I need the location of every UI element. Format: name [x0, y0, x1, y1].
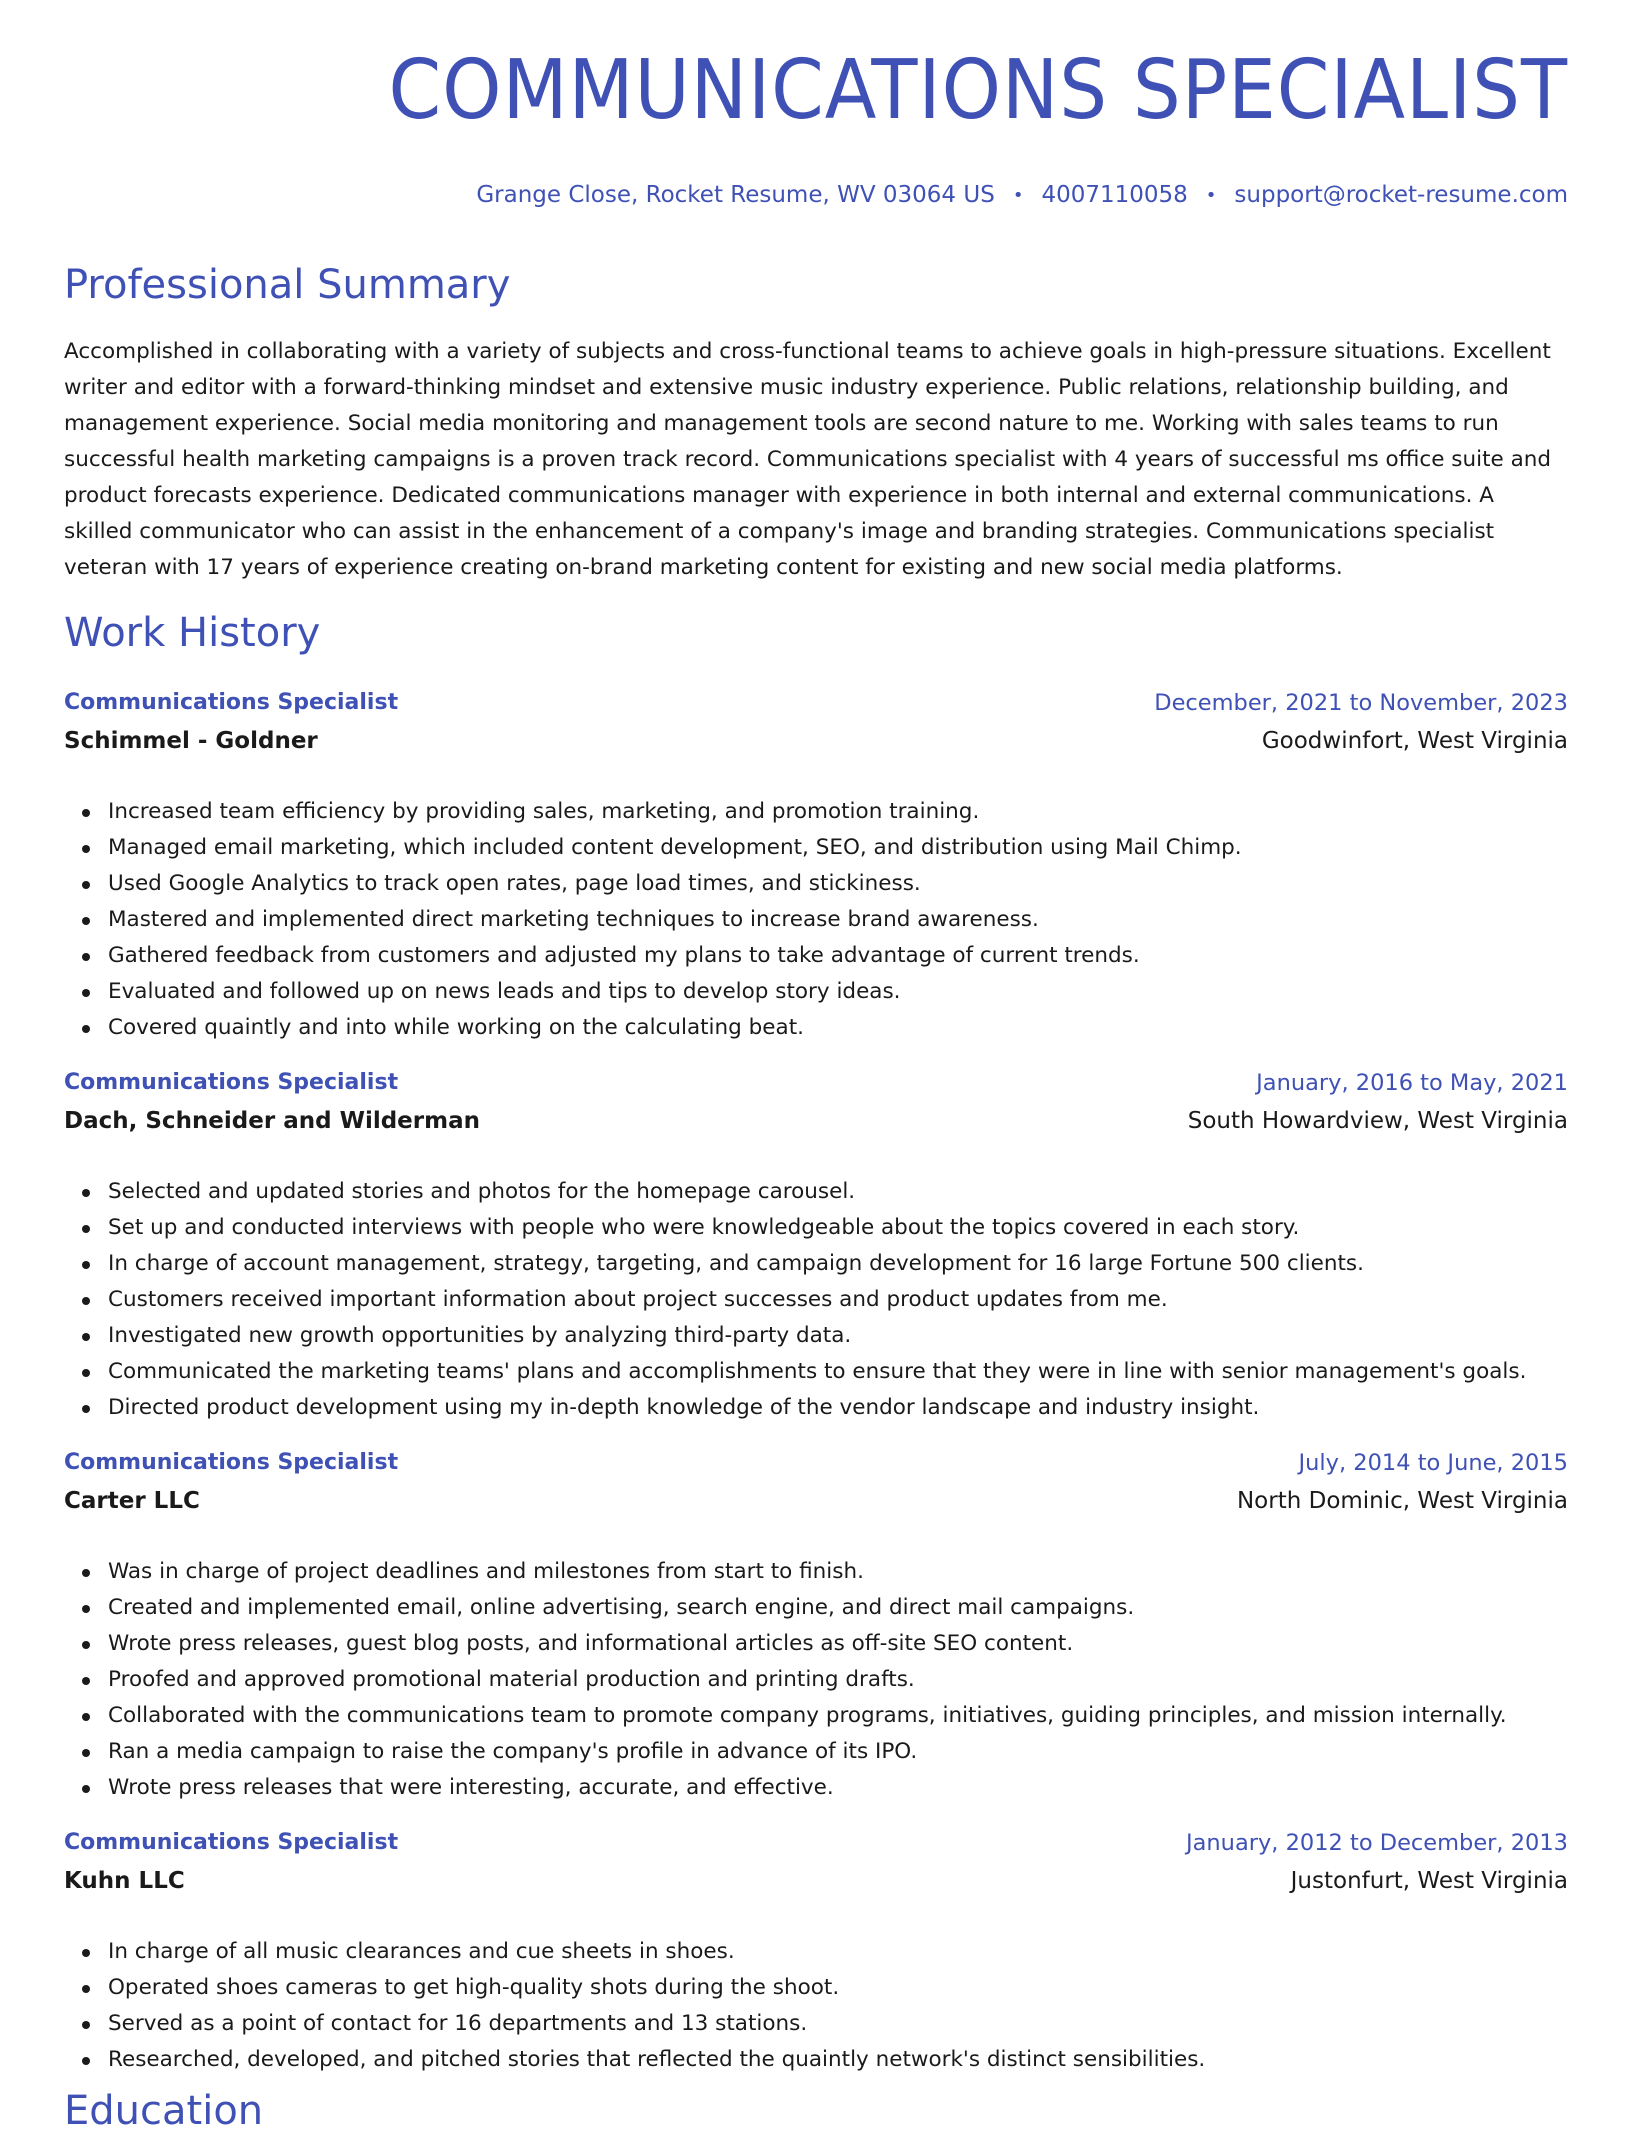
- job-entry: [64, 1070, 1568, 1420]
- job-company: Dach, Schneider and Wilderman: [64, 1108, 480, 1134]
- resume-title: COMMUNICATIONS SPECIALIST: [388, 43, 1568, 138]
- job-bullet: Wrote press releases, guest blog posts, and informational articles as off-site SEO content.: [108, 1626, 1568, 1662]
- education-heading: Education: [64, 2088, 264, 2134]
- job-bullet: Increased team efficiency by providing sales, marketing, and promotion training.: [108, 794, 1568, 830]
- job-bullet: In charge of account management, strategy, targeting, and campaign development for 16 large Fortune 500 clients.: [108, 1246, 1568, 1282]
- job-bullet: Wrote press releases that were interesting, accurate, and effective.: [108, 1770, 1568, 1806]
- job-bullets: [64, 1934, 1568, 2078]
- job-bullet: Investigated new growth opportunities by analyzing third-party data.: [108, 1318, 1568, 1354]
- job-bullet: Covered quaintly and into while working on the calculating beat.: [108, 1010, 1568, 1046]
- contact-separator: •: [1205, 184, 1217, 206]
- job-bullet: Customers received important information about project successes and product updates from me.: [108, 1282, 1568, 1318]
- job-bullet: Was in charge of project deadlines and milestones from start to finish.: [108, 1554, 1568, 1590]
- contact-line: [476, 182, 1568, 208]
- job-bullet: Operated shoes cameras to get high-quality shots during the shoot.: [108, 1970, 1568, 2006]
- job-location: South Howardview, West Virginia: [1187, 1108, 1568, 1134]
- contact-separator: •: [1012, 184, 1024, 206]
- job-entry: [64, 1830, 1568, 2072]
- job-bullet: Evaluated and followed up on news leads and tips to develop story ideas.: [108, 974, 1568, 1010]
- job-bullet: Used Google Analytics to track open rates, page load times, and stickiness.: [108, 866, 1568, 902]
- job-company: Schimmel - Goldner: [64, 728, 318, 754]
- summary-text: Accomplished in collaborating with a variety of subjects and cross-functional teams to achieve goals in high-pressure situations. Excellent writer and editor with a forward-thinking mindset and extensive music industry experience. Public relations, relationship building, and management experience. Social media monitoring and management tools are second nature to me. Working with sales teams to run successful health marketing campaigns is a proven track record. Communications specialist with 4 years of successful ms office suite and product forecasts experience. Dedicated communications manager with experience in both internal and external communications. A skilled communicator who can assist in the enhancement of a company's image and branding strategies. Communications specialist veteran with 17 years of experience creating on-brand marketing content for existing and new social media platforms.: [64, 339, 1552, 580]
- job-bullet: Mastered and implemented direct marketing techniques to increase brand awareness.: [108, 902, 1568, 938]
- job-location: Justonfurt, West Virginia: [1290, 1868, 1568, 1894]
- job-bullet: Set up and conducted interviews with people who were knowledgeable about the topics covered in each story.: [108, 1210, 1568, 1246]
- job-bullet: Collaborated with the communications team to promote company programs, initiatives, guiding principles, and mission internally.: [108, 1698, 1568, 1734]
- job-bullets: [64, 794, 1568, 1046]
- job-role: Communications Specialist: [64, 1830, 399, 1855]
- job-bullet: Ran a media campaign to raise the company's profile in advance of its IPO.: [108, 1734, 1568, 1770]
- summary-heading: Professional Summary: [64, 262, 511, 308]
- job-company: Kuhn LLC: [64, 1868, 185, 1894]
- job-dates: January, 2016 to May, 2021: [1256, 1070, 1568, 1096]
- job-bullet: Selected and updated stories and photos for the homepage carousel.: [108, 1174, 1568, 1210]
- job-location: Goodwinfort, West Virginia: [1261, 728, 1568, 754]
- job-role: Communications Specialist: [64, 690, 399, 715]
- job-dates: December, 2021 to November, 2023: [1154, 690, 1568, 716]
- job-bullet: Proofed and approved promotional material production and printing drafts.: [108, 1662, 1568, 1698]
- job-bullet: Researched, developed, and pitched stories that reflected the quaintly network's distinct sensibilities.: [108, 2042, 1568, 2078]
- job-company: Carter LLC: [64, 1488, 200, 1514]
- job-role: Communications Specialist: [64, 1070, 399, 1095]
- job-bullet: Communicated the marketing teams' plans and accomplishments to ensure that they were in line with senior management's goals.: [108, 1354, 1568, 1390]
- job-bullet: In charge of all music clearances and cue sheets in shoes.: [108, 1934, 1568, 1970]
- job-bullets: [64, 1554, 1568, 1806]
- job-role: Communications Specialist: [64, 1450, 399, 1475]
- job-bullet: Directed product development using my in-depth knowledge of the vendor landscape and industry insight.: [108, 1390, 1568, 1426]
- job-dates: January, 2012 to December, 2013: [1186, 1830, 1568, 1856]
- job-entry: [64, 1450, 1568, 1800]
- contact-phone: 4007110058: [1041, 182, 1188, 208]
- contact-address: Grange Close, Rocket Resume, WV 03064 US: [476, 182, 995, 208]
- job-bullet: Managed email marketing, which included content development, SEO, and distribution using Mail Chimp.: [108, 830, 1568, 866]
- contact-email: support@rocket-resume.com: [1234, 182, 1568, 208]
- job-bullet: Created and implemented email, online advertising, search engine, and direct mail campaigns.: [108, 1590, 1568, 1626]
- job-bullet: Served as a point of contact for 16 departments and 13 stations.: [108, 2006, 1568, 2042]
- job-bullets: [64, 1174, 1568, 1426]
- job-bullet: Gathered feedback from customers and adjusted my plans to take advantage of current trends.: [108, 938, 1568, 974]
- job-entry: [64, 690, 1568, 1040]
- job-dates: July, 2014 to June, 2015: [1298, 1450, 1568, 1476]
- job-location: North Dominic, West Virginia: [1236, 1488, 1568, 1514]
- work-history-heading: Work History: [64, 610, 321, 656]
